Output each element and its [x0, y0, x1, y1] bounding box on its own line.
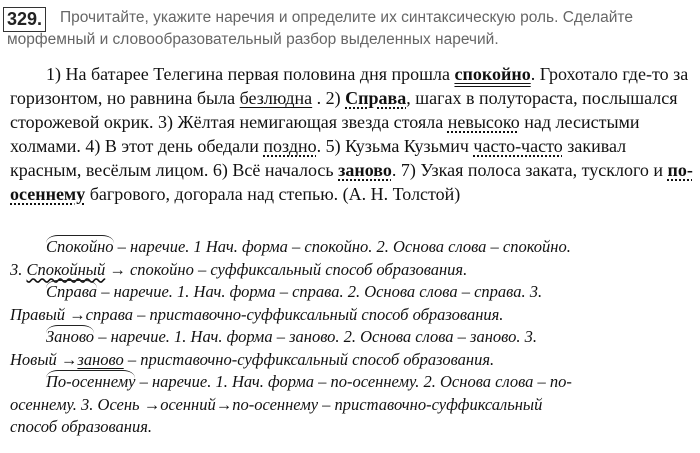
analysis-zanovo-line2	[10, 349, 694, 372]
analysis-word-zanovo-2: заново	[77, 349, 124, 369]
analysis-text: – приставочно-суффиксальный способ образования.	[123, 349, 495, 369]
sentence-6-cont: . 7) Узкая полоса заката, тусклого и	[391, 160, 668, 180]
analysis-word-sprava: Справа	[46, 282, 98, 301]
sentence-5-cont: закивал красным, весёлым лицом. 6) Всё началось	[10, 136, 627, 180]
morpheme-analysis	[10, 236, 694, 439]
exercise-text	[10, 62, 694, 206]
analysis-text: Новый →	[10, 349, 78, 369]
analysis-sprava-line2: Правый →справа – приставочно-суффиксальный способ образования.	[10, 304, 504, 324]
analysis-text: – наречие. 1. Нач. форма – справа. 2. Основа слова – справа. 3.	[97, 282, 543, 301]
analysis-word-poosennemu: По-осеннему	[46, 372, 136, 391]
sentence-1-cont: . Грохотало где-то за горизонтом, но равнина была	[10, 64, 689, 108]
predicate-bezlyudna: безлюдна	[239, 88, 313, 108]
adverb-spokoyno: спокойно	[454, 64, 531, 84]
adverb-pozdno: поздно	[263, 136, 317, 156]
sentence-7-cont: багрового, догорала над степью. (А. Н. Толстой)	[85, 184, 461, 204]
analysis-word-zanovo: Заново	[46, 327, 95, 346]
analysis-text: → спокойно – суффиксальный способ образования.	[105, 259, 468, 279]
task-line-1: Прочитайте, укажите наречия и определите их синтаксическую роль. Сделайте	[60, 9, 633, 26]
adverb-zanovo: заново	[338, 160, 392, 180]
sentence-2-cont: , шагах в полутораста, послышался сторожевой окрик. 3) Жёлтая немигающая звезда стояла	[10, 88, 678, 132]
analysis-spokoyno-line2	[10, 260, 467, 279]
adverb-chasto: часто-часто	[473, 136, 563, 156]
analysis-poosennemu-line3: способ образования.	[10, 417, 153, 436]
analysis-poosennemu	[10, 371, 694, 394]
analysis-spokoyno	[10, 236, 694, 259]
analysis-text: – наречие. 1. Нач. форма – по-осеннему. 2. Основа слова – по-	[135, 372, 572, 391]
analysis-text: – наречие. 1. Нач. форма – заново. 2. Основа слова – заново. 3.	[94, 327, 537, 346]
analysis-word-spokoyny: Спокойный	[26, 259, 106, 279]
sentence-3-cont: над лесистыми холмами. 4) В этот день обедали	[10, 112, 640, 156]
task-line-2: морфемный и словообразовательный разбор выделенных наречий.	[7, 31, 499, 48]
exercise-number: 329.	[3, 7, 46, 32]
adverb-poosennemu: по-осеннему	[10, 160, 693, 204]
analysis-text: – наречие. 1 Нач. форма – спокойно. 2. Основа слова – спокойно.	[113, 237, 571, 256]
adverb-nevysoko: невысоко	[447, 112, 520, 132]
sentence-4-cont: . 5) Кузьма Кузьмич	[316, 136, 474, 156]
sentence-2: . 2)	[312, 88, 346, 108]
sentence-1: 1) На батарее Телегина первая половина дня прошла	[46, 64, 455, 84]
analysis-text: 3.	[10, 259, 27, 279]
analysis-word-spokoyno: Спокойно	[46, 237, 114, 256]
adverb-sprava: Справа	[345, 88, 407, 108]
analysis-poosennemu-line2: осеннему. 3. Осень →осенний→по-осеннему – приставочно-суффиксальный	[10, 394, 543, 414]
analysis-zanovo	[10, 326, 694, 349]
analysis-sprava	[10, 281, 694, 304]
